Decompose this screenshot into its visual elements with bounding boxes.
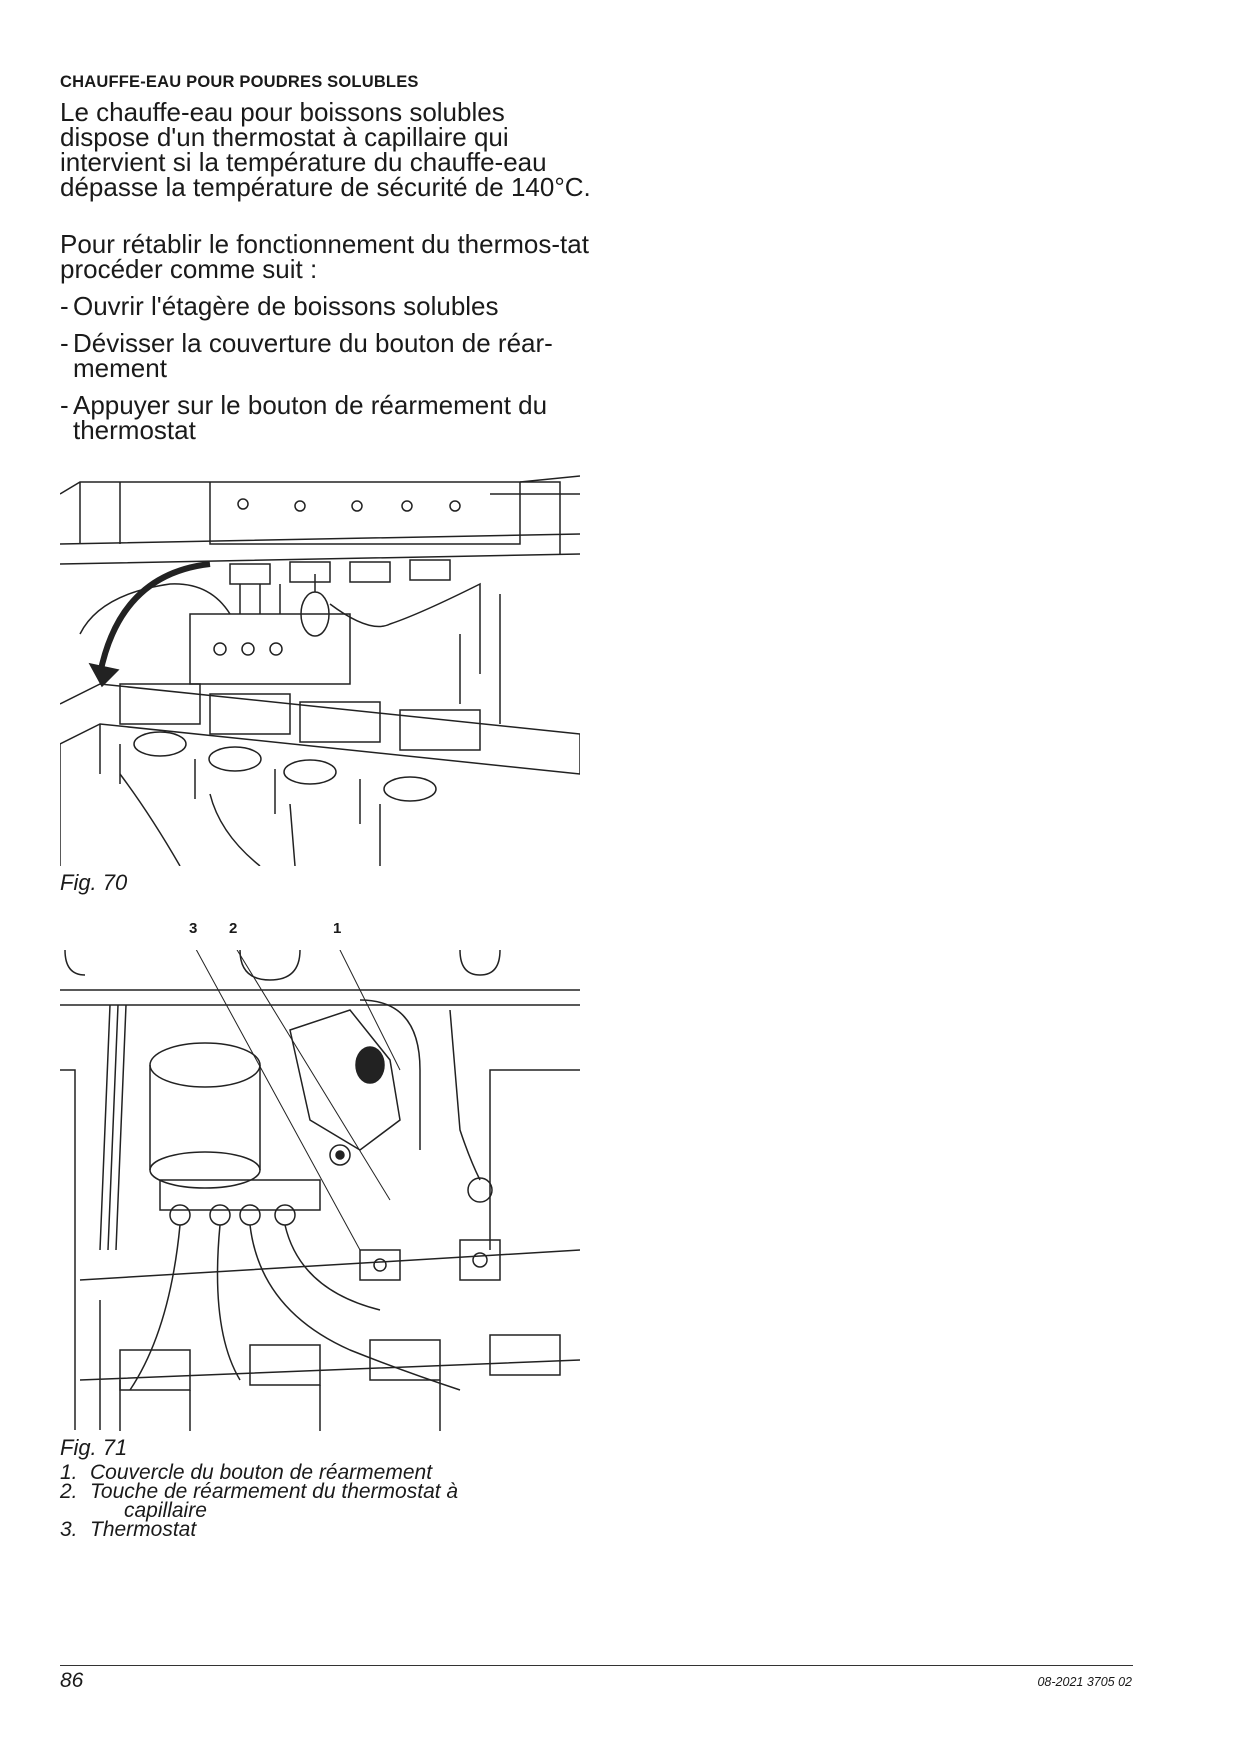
- bullet-dash: -: [60, 390, 69, 420]
- document-reference: 08-2021 3705 02: [1037, 1675, 1132, 1689]
- callout-1: 1: [333, 920, 342, 937]
- step-text: Appuyer sur le bouton de réarmement du thermostat: [73, 390, 548, 445]
- page-number: 86: [60, 1669, 84, 1692]
- legend-item: [60, 1520, 458, 1539]
- legend-item: [60, 1482, 458, 1520]
- footer-divider: [60, 1665, 1133, 1666]
- callout-2: 2: [229, 920, 238, 937]
- figure-legend: [60, 1463, 458, 1539]
- intro-paragraph: Le chauffe-eau pour boissons solubles dispose d'un thermostat à capillaire qui intervient si la température du chauffe-eau dépasse la température de sécurité de 140°C.: [60, 97, 591, 202]
- step-text: Ouvrir l'étagère de boissons solubles: [73, 291, 499, 321]
- legend-text: Couvercle du bouton de réarmement: [90, 1461, 433, 1484]
- figure-71-illustration: [60, 950, 580, 1431]
- figure-71-caption: Fig. 71: [60, 1435, 128, 1460]
- callout-3: 3: [189, 920, 198, 937]
- bullet-dash: -: [60, 291, 69, 321]
- step-item: [60, 390, 600, 445]
- step-text: Dévisser la couverture du bouton de réar-mement: [73, 328, 553, 383]
- step-item: [60, 291, 600, 321]
- legend-number: 1.: [60, 1461, 78, 1484]
- figure-70-illustration: [60, 474, 580, 866]
- section-title: CHAUFFE-EAU POUR POUDRES SOLUBLES: [60, 73, 419, 91]
- legend-text-continued: capillaire: [124, 1499, 207, 1522]
- bullet-dash: -: [60, 328, 69, 358]
- legend-text: Thermostat: [90, 1518, 197, 1541]
- legend-text: Touche de réarmement du thermostat à: [90, 1480, 459, 1503]
- step-item: [60, 328, 600, 383]
- legend-number: 2.: [60, 1480, 78, 1503]
- legend-number: 3.: [60, 1518, 78, 1541]
- procedure-intro: Pour rétablir le fonctionnement du thermos-tat procéder comme suit :: [60, 229, 589, 284]
- figure-70-caption: Fig. 70: [60, 870, 128, 895]
